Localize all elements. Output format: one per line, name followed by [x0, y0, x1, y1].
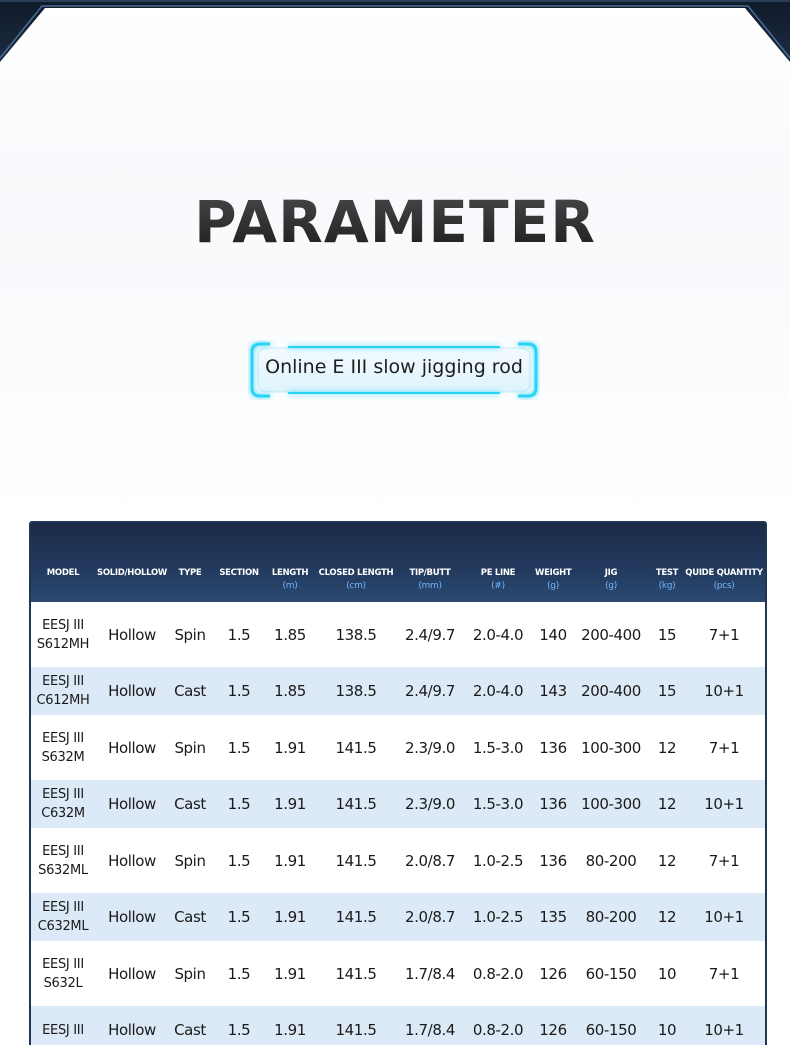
- column-header: [31, 523, 95, 602]
- table-row: [31, 667, 765, 715]
- cell-guide-qty: 7+1: [683, 828, 765, 893]
- cell-pe-line: 0.8-2.0: [461, 1006, 535, 1045]
- column-header-unit: (pcs): [713, 581, 735, 591]
- model-cell: [31, 941, 95, 1006]
- cell-solid-hollow: Hollow: [95, 893, 169, 941]
- cell-pe-line: 1.5-3.0: [461, 780, 535, 828]
- subtitle-badge: [248, 340, 540, 400]
- cell-section: 1.5: [211, 667, 267, 715]
- model-name-line: S612MH: [36, 636, 90, 652]
- cell-closed-length: 141.5: [313, 1006, 399, 1045]
- cell-guide-qty: 7+1: [683, 715, 765, 780]
- column-header-label: PE LINE: [480, 568, 516, 578]
- column-header: [95, 523, 169, 602]
- cell-section: 1.5: [211, 1006, 267, 1045]
- cell-type: Spin: [169, 828, 211, 893]
- table-header: [31, 523, 765, 602]
- column-header-unit: (mm): [418, 581, 442, 591]
- cell-test: 12: [651, 893, 683, 941]
- model-name-line: C632ML: [37, 919, 89, 934]
- cell-jig: 80-200: [571, 828, 651, 893]
- parameter-table: [31, 523, 765, 1045]
- table-row: [31, 1006, 765, 1045]
- cell-length: 1.91: [267, 941, 313, 1006]
- table-row: [31, 715, 765, 780]
- column-header-label: TYPE: [178, 568, 202, 578]
- column-header: [535, 523, 571, 602]
- column-header: [169, 523, 211, 602]
- cell-weight: 143: [535, 667, 571, 715]
- subtitle-text: Online E III slow jigging rod: [265, 356, 523, 378]
- cell-guide-qty: 10+1: [683, 893, 765, 941]
- model-cell: [31, 602, 95, 667]
- cell-test: 12: [651, 828, 683, 893]
- column-header-label: TIP/BUTT: [409, 568, 451, 578]
- cell-tip-butt: 1.7/8.4: [399, 1006, 461, 1045]
- model-name-line: C612MH: [36, 693, 90, 708]
- cell-type: Cast: [169, 893, 211, 941]
- table-body: [31, 602, 765, 1045]
- model-name-line: C632M: [41, 806, 85, 821]
- cell-test: 15: [651, 667, 683, 715]
- column-header: [571, 523, 651, 602]
- cell-weight: 126: [535, 941, 571, 1006]
- cell-tip-butt: 2.3/9.0: [399, 715, 461, 780]
- column-header-label: JIG: [604, 568, 618, 578]
- cell-section: 1.5: [211, 941, 267, 1006]
- cell-section: 1.5: [211, 828, 267, 893]
- column-header: [313, 523, 399, 602]
- cell-tip-butt: 2.4/9.7: [399, 667, 461, 715]
- column-header-label: SECTION: [219, 568, 259, 578]
- cell-section: 1.5: [211, 780, 267, 828]
- cell-type: Spin: [169, 602, 211, 667]
- cell-guide-qty: 7+1: [683, 941, 765, 1006]
- model-cell: [31, 893, 95, 941]
- column-header-label: TEST: [655, 568, 679, 578]
- model-cell: [31, 828, 95, 893]
- cell-section: 1.5: [211, 893, 267, 941]
- page-title: PARAMETER: [0, 188, 790, 256]
- cell-closed-length: 141.5: [313, 941, 399, 1006]
- cell-tip-butt: 2.3/9.0: [399, 780, 461, 828]
- cell-jig: 60-150: [571, 941, 651, 1006]
- cell-section: 1.5: [211, 602, 267, 667]
- cell-closed-length: 141.5: [313, 715, 399, 780]
- cell-length: 1.85: [267, 667, 313, 715]
- cell-tip-butt: 2.0/8.7: [399, 828, 461, 893]
- table-row: [31, 941, 765, 1006]
- cell-type: Cast: [169, 1006, 211, 1045]
- model-name-line: EESJ III: [42, 617, 84, 633]
- model-name-line: EESJ III: [42, 674, 84, 689]
- cell-pe-line: 1.0-2.5: [461, 893, 535, 941]
- column-header-unit: (g): [605, 581, 617, 591]
- cell-jig: 200-400: [571, 667, 651, 715]
- model-cell: [31, 780, 95, 828]
- cell-tip-butt: 2.4/9.7: [399, 602, 461, 667]
- cell-test: 12: [651, 780, 683, 828]
- cell-test: 10: [651, 1006, 683, 1045]
- cell-pe-line: 2.0-4.0: [461, 602, 535, 667]
- cell-length: 1.91: [267, 1006, 313, 1045]
- cell-weight: 140: [535, 602, 571, 667]
- cell-pe-line: 2.0-4.0: [461, 667, 535, 715]
- hero-section: [0, 0, 790, 520]
- cell-weight: 126: [535, 1006, 571, 1045]
- cell-type: Cast: [169, 667, 211, 715]
- model-name-line: S632M: [41, 749, 85, 765]
- column-header-unit: (#): [491, 581, 505, 591]
- model-cell: [31, 1006, 95, 1045]
- cell-closed-length: 141.5: [313, 780, 399, 828]
- cell-length: 1.85: [267, 602, 313, 667]
- column-header: [683, 523, 765, 602]
- cell-solid-hollow: Hollow: [95, 667, 169, 715]
- model-name-line: EESJ III: [42, 843, 84, 859]
- model-name-line: EESJ III: [42, 956, 84, 972]
- model-name-line: S632ML: [38, 862, 88, 878]
- table-row: [31, 893, 765, 941]
- column-header: [651, 523, 683, 602]
- model-cell: [31, 715, 95, 780]
- cell-guide-qty: 10+1: [683, 780, 765, 828]
- model-name-line: EESJ III: [42, 787, 84, 802]
- cell-type: Spin: [169, 941, 211, 1006]
- column-header-unit: (m): [282, 581, 298, 591]
- cell-jig: 200-400: [571, 602, 651, 667]
- cell-closed-length: 141.5: [313, 893, 399, 941]
- column-header-unit: (cm): [346, 581, 366, 591]
- column-header: [461, 523, 535, 602]
- table-row: [31, 602, 765, 667]
- model-cell: [31, 667, 95, 715]
- cell-solid-hollow: Hollow: [95, 1006, 169, 1045]
- table-row: [31, 780, 765, 828]
- cell-closed-length: 141.5: [313, 828, 399, 893]
- cell-length: 1.91: [267, 715, 313, 780]
- column-header-label: MODEL: [46, 568, 80, 578]
- cell-solid-hollow: Hollow: [95, 715, 169, 780]
- cell-length: 1.91: [267, 780, 313, 828]
- cell-pe-line: 1.5-3.0: [461, 715, 535, 780]
- table-row: [31, 828, 765, 893]
- cell-test: 12: [651, 715, 683, 780]
- cell-closed-length: 138.5: [313, 602, 399, 667]
- cell-guide-qty: 7+1: [683, 602, 765, 667]
- column-header: [267, 523, 313, 602]
- cell-solid-hollow: Hollow: [95, 780, 169, 828]
- model-name-line: S632L: [43, 975, 83, 991]
- cell-weight: 136: [535, 715, 571, 780]
- cell-tip-butt: 1.7/8.4: [399, 941, 461, 1006]
- parameter-table-container: [29, 521, 767, 1045]
- cell-jig: 80-200: [571, 893, 651, 941]
- cell-solid-hollow: Hollow: [95, 941, 169, 1006]
- cell-jig: 100-300: [571, 780, 651, 828]
- cell-guide-qty: 10+1: [683, 1006, 765, 1045]
- cell-length: 1.91: [267, 893, 313, 941]
- cell-type: Cast: [169, 780, 211, 828]
- top-frame-decoration: [0, 0, 790, 62]
- column-header-label: QUIDE QUANTITY: [685, 568, 763, 578]
- column-header-label: CLOSED LENGTH: [318, 568, 394, 578]
- cell-type: Spin: [169, 715, 211, 780]
- model-name-line: EESJ III: [42, 1022, 84, 1038]
- cell-solid-hollow: Hollow: [95, 602, 169, 667]
- column-header: [211, 523, 267, 602]
- model-name-line: EESJ III: [42, 730, 84, 746]
- cell-test: 15: [651, 602, 683, 667]
- column-header-label: LENGTH: [271, 568, 309, 578]
- cell-pe-line: 0.8-2.0: [461, 941, 535, 1006]
- cell-pe-line: 1.0-2.5: [461, 828, 535, 893]
- model-name-line: EESJ III: [42, 900, 84, 915]
- column-header: [399, 523, 461, 602]
- cell-tip-butt: 2.0/8.7: [399, 893, 461, 941]
- cell-weight: 135: [535, 893, 571, 941]
- cell-guide-qty: 10+1: [683, 667, 765, 715]
- cell-test: 10: [651, 941, 683, 1006]
- cell-weight: 136: [535, 780, 571, 828]
- cell-length: 1.91: [267, 828, 313, 893]
- cell-section: 1.5: [211, 715, 267, 780]
- column-header-label: WEIGHT: [535, 568, 572, 578]
- column-header-label: SOLID/HOLLOW: [97, 568, 167, 578]
- column-header-unit: (kg): [658, 581, 676, 591]
- cell-closed-length: 138.5: [313, 667, 399, 715]
- cell-jig: 60-150: [571, 1006, 651, 1045]
- cell-weight: 136: [535, 828, 571, 893]
- column-header-unit: (g): [547, 581, 559, 591]
- cell-jig: 100-300: [571, 715, 651, 780]
- cell-solid-hollow: Hollow: [95, 828, 169, 893]
- header-row: [31, 523, 765, 602]
